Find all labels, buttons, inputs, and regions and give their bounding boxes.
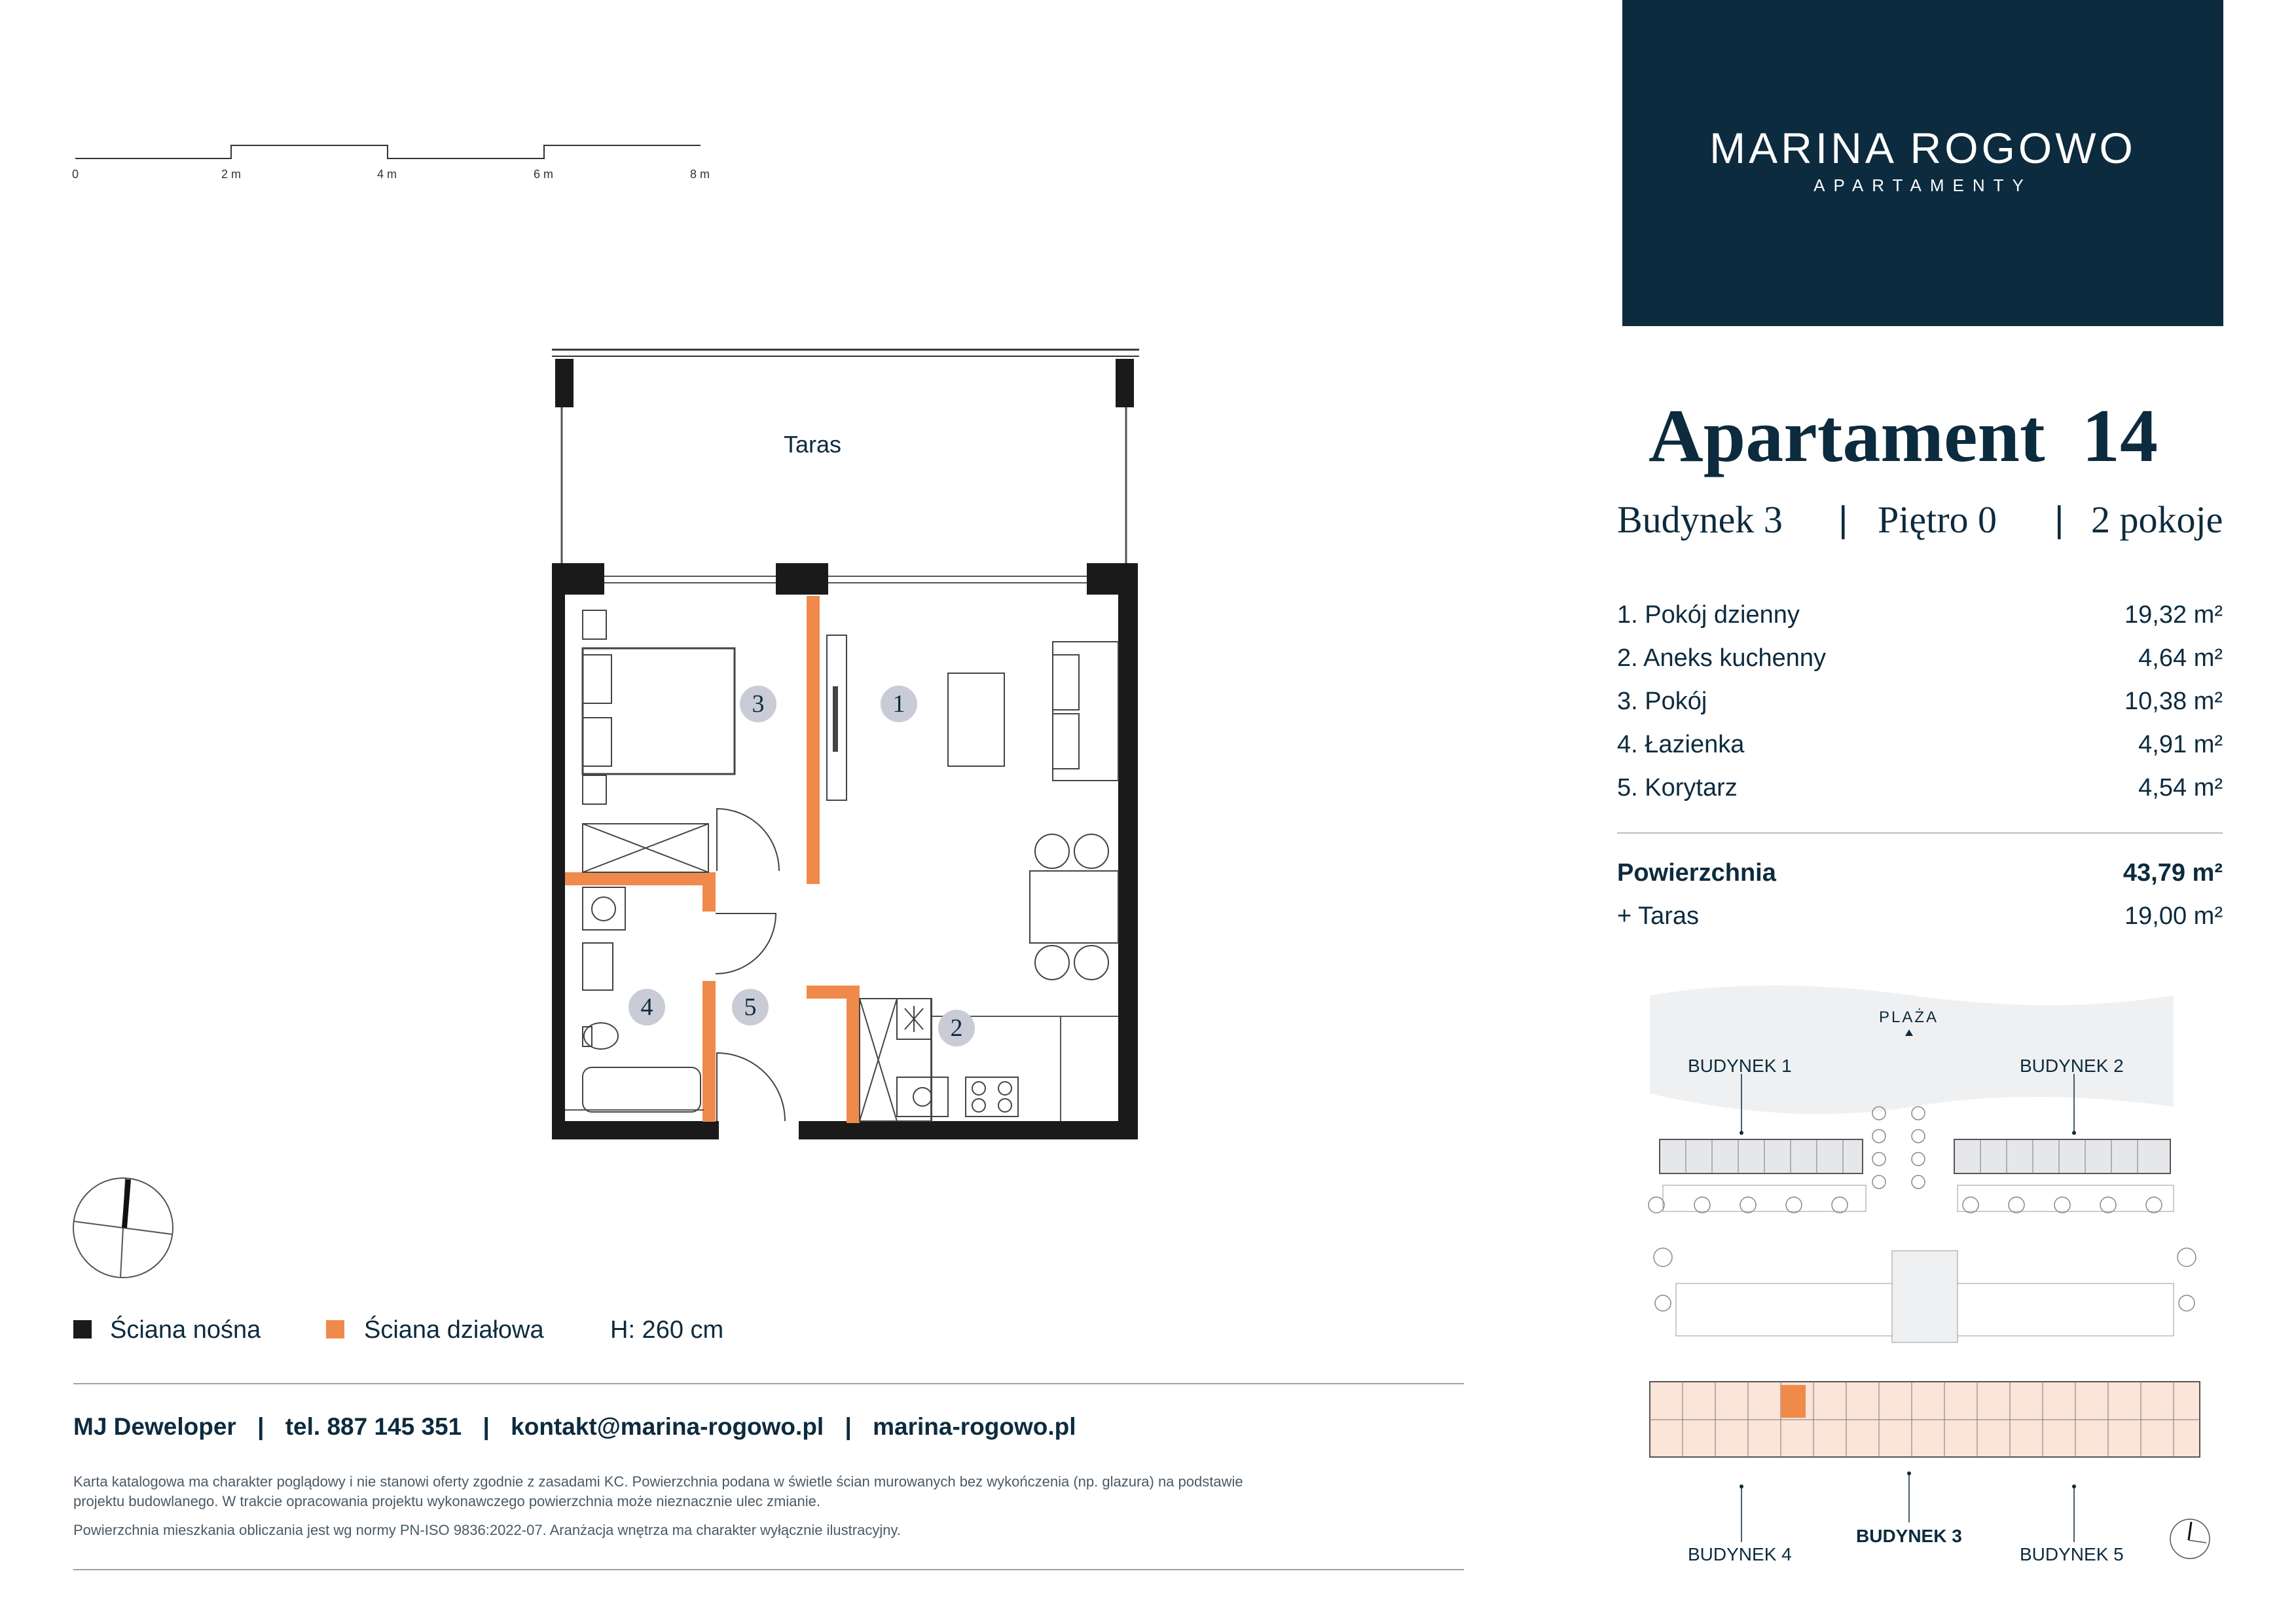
apartment-number: 14 — [2082, 394, 2158, 478]
scale-label-6m: 6 m — [534, 168, 554, 181]
plaza-label: PLAŻA — [1879, 1008, 1939, 1026]
floor-plan — [524, 327, 1178, 1153]
contact-line — [73, 1413, 1076, 1441]
partition-wall-label: Ściana działowa — [364, 1316, 544, 1344]
floor-label: Piętro 0 — [1878, 498, 1997, 541]
footer-divider-top — [73, 1383, 1464, 1384]
room-row-label: 1. Pokój dzienny — [1617, 601, 1800, 629]
room-number-3: 3 — [740, 686, 776, 722]
building-4-label: BUDYNEK 4 — [1688, 1544, 1792, 1564]
building-label: Budynek 3 — [1617, 498, 1783, 541]
bearing-wall-label: Ściana nośna — [110, 1316, 261, 1344]
website-link[interactable]: marina-rogowo.pl — [873, 1413, 1076, 1440]
height-label: H: 260 cm — [610, 1316, 724, 1344]
disclaimer-line-1: Karta katalogowa ma charakter poglądowy i nie stanowi oferty zgodnie z zasadami KC. Powierzchnia podana w świetle ścian murowanych bez wykończenia (np. glazura) na podstawie — [73, 1473, 1243, 1490]
summary-divider — [1617, 832, 2223, 834]
info-separator: | — [2054, 498, 2064, 540]
apartment-title: Apartament — [1649, 394, 2045, 478]
bearing-wall-swatch — [73, 1320, 92, 1338]
building-1-label: BUDYNEK 1 — [1688, 1056, 1792, 1076]
disclaimer-line-3: Powierzchnia mieszkania obliczania jest wg normy PN-ISO 9836:2022-07. Aranżacja wnętrza ma charakter wyłącznie ilustracyjny. — [73, 1522, 901, 1538]
email-link[interactable]: kontakt@marina-rogowo.pl — [511, 1413, 824, 1440]
developer-name: MJ Deweloper — [73, 1413, 236, 1440]
room-row-label: 4. Łazienka — [1617, 731, 1745, 758]
contact-separator: | — [257, 1413, 264, 1440]
room-row-area: 4,91 m² — [2138, 731, 2223, 758]
surface-value: 43,79 m² — [2123, 859, 2223, 887]
building-3-label: BUDYNEK 3 — [1856, 1526, 1962, 1546]
room-row-area: 4,64 m² — [2138, 644, 2223, 672]
logo-subtitle: APARTAMENTY — [1813, 175, 2032, 195]
scale-label-0: 0 — [72, 168, 79, 181]
room-row-label: 5. Korytarz — [1617, 774, 1738, 802]
room-row-area: 4,54 m² — [2138, 774, 2223, 802]
compass-icon — [71, 1175, 175, 1280]
room-row-area: 10,38 m² — [2124, 688, 2223, 715]
room-row-label: 3. Pokój — [1617, 688, 1707, 715]
logo-title: MARINA ROGOWO — [1709, 124, 2136, 172]
terrace-area-label: + Taras — [1617, 902, 1699, 930]
disclaimer-line-2: projektu budowlanego. W trakcie opracowania projektu wykonawczego powierzchnia może nieznacznie ulec zmianie. — [73, 1493, 820, 1509]
footer-divider-bottom — [73, 1569, 1464, 1570]
room-row-area: 19,32 m² — [2124, 601, 2223, 629]
terrace-area-value: 19,00 m² — [2124, 902, 2223, 930]
partition-wall-swatch — [326, 1320, 344, 1338]
scale-label-2m: 2 m — [221, 168, 242, 181]
contact-separator: | — [483, 1413, 490, 1440]
contact-separator: | — [845, 1413, 852, 1440]
room-number-5: 5 — [732, 989, 769, 1025]
room-number-1: 1 — [881, 686, 917, 722]
building-2-label: BUDYNEK 2 — [2020, 1056, 2124, 1076]
info-separator: | — [1838, 498, 1848, 540]
room-number-2: 2 — [938, 1010, 975, 1046]
room-number-4: 4 — [629, 989, 665, 1025]
brand-logo — [1622, 0, 2223, 326]
scale-label-8m: 8 m — [690, 168, 710, 181]
rooms-count-label: 2 pokoje — [2091, 498, 2223, 541]
building-5-label: BUDYNEK 5 — [2020, 1544, 2124, 1564]
phone-link[interactable]: tel. 887 145 351 — [285, 1413, 462, 1440]
room-row-label: 2. Aneks kuchenny — [1617, 644, 1826, 672]
terrace-label: Taras — [784, 431, 842, 458]
surface-label: Powierzchnia — [1617, 859, 1776, 887]
scale-label-4m: 4 m — [377, 168, 397, 181]
